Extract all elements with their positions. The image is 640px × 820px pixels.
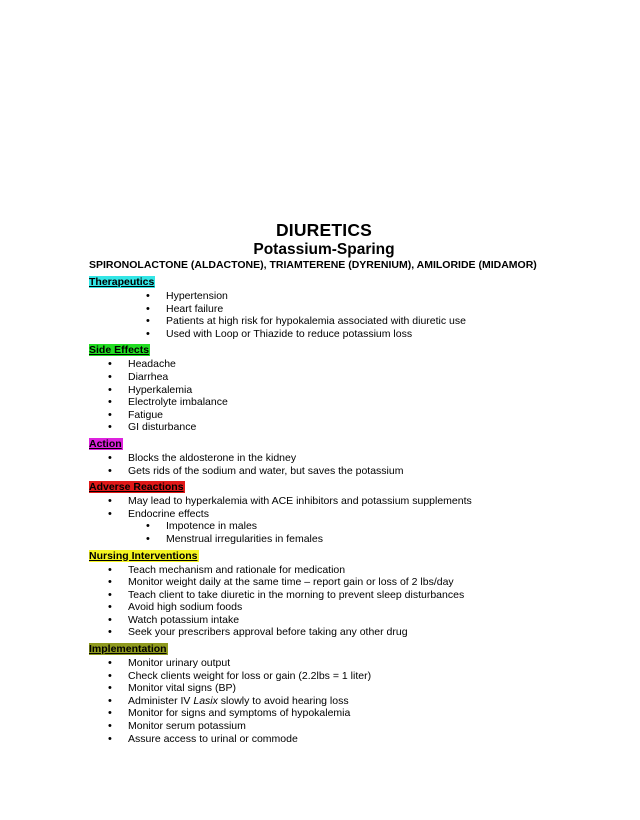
list-item: • GI disturbance [89,421,559,434]
list-item: • Hyperkalemia [89,384,559,397]
list-item: • Seek your prescribers approval before taking any other drug [89,626,559,639]
document-page [89,220,559,745]
list-item: • Monitor for signs and symptoms of hypokalemia [89,707,559,720]
section-adverse-reactions [89,477,559,545]
heading-implementation: Implementation [89,643,167,656]
list-item: • Monitor urinary output [89,657,559,670]
side-effects-list [89,358,559,434]
list-item: • Monitor weight daily at the same time – report gain or loss of 2 lbs/day [89,576,559,589]
lasix-drug-name: Lasix [193,694,218,707]
section-nursing-interventions [89,546,559,640]
list-item: • Gets rids of the sodium and water, but saves the potassium [89,465,559,478]
section-implementation [89,639,559,745]
section-therapeutics [89,272,559,340]
list-item: • Diarrhea [89,371,559,384]
list-item: • Heart failure [89,303,559,316]
heading-side-effects: Side Effects [89,344,150,357]
nursing-interventions-list [89,564,559,640]
heading-adverse-reactions: Adverse Reactions [89,481,184,494]
heading-therapeutics: Therapeutics [89,276,155,288]
list-item: • Monitor vital signs (BP) [89,682,559,695]
list-item: • Fatigue [89,409,559,422]
list-item: • Endocrine effects [89,508,559,521]
list-item: • Avoid high sodium foods [89,601,559,614]
section-side-effects [89,340,559,434]
list-item: • Teach client to take diuretic in the morning to prevent sleep disturbances [89,589,559,602]
sub-list-item: • Impotence in males [89,520,559,533]
heading-nursing-interventions: Nursing Interventions [89,549,198,562]
lasix-text-after: slowly to avoid hearing loss [217,694,349,707]
implementation-list [89,657,559,745]
drug-names: SPIRONOLACTONE (ALDACTONE), TRIAMTERENE (DYRENIUM), AMILORIDE (MIDAMOR) [89,259,537,271]
list-item: • Electrolyte imbalance [89,396,559,409]
list-item: • Teach mechanism and rationale for medication [89,564,559,577]
list-item: • Assure access to urinal or commode [89,733,559,746]
list-item: • Patients at high risk for hypokalemia associated with diuretic use [89,315,559,328]
list-item: • Blocks the aldosterone in the kidney [89,452,559,465]
lasix-text-before: Administer IV [128,694,194,707]
list-item: • Used with Loop or Thiazide to reduce potassium loss [89,328,559,341]
list-item: • Hypertension [89,290,559,303]
section-action [89,434,559,477]
adverse-reactions-list [89,495,559,545]
list-item: • Check clients weight for loss or gain (2.2lbs = 1 liter) [89,670,559,683]
action-list [89,452,559,477]
list-item-lasix [89,695,559,708]
sub-list-item: • Menstrual irregularities in females [89,533,559,546]
therapeutics-list [89,290,559,340]
list-item: • May lead to hyperkalemia with ACE inhibitors and potassium supplements [89,495,559,508]
document-subtitle: Potassium-Sparing [253,241,395,258]
document-title: DIURETICS [275,220,373,240]
list-item: • Headache [89,358,559,371]
list-item: • Watch potassium intake [89,614,559,627]
list-item: • Monitor serum potassium [89,720,559,733]
heading-action: Action [89,437,122,450]
